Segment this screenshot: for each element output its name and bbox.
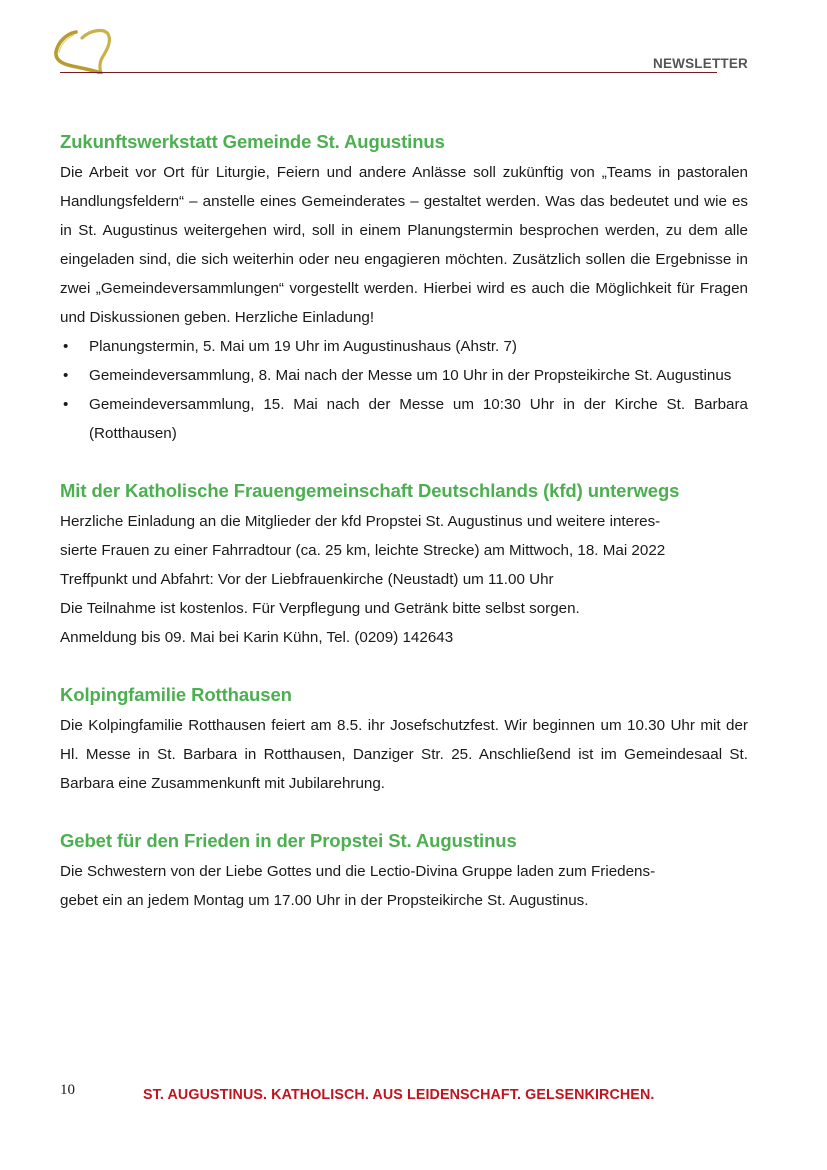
list-item: • Gemeindeversammlung, 15. Mai nach der Messe um 10:30 Uhr in der Kirche St. Barbara (Rotthausen) bbox=[60, 390, 748, 448]
header-rule bbox=[60, 72, 717, 73]
section-heading: Kolpingfamilie Rotthausen bbox=[60, 684, 292, 705]
section-heading: Gebet für den Frieden in der Propstei St. Augustinus bbox=[60, 830, 517, 851]
newsletter-label: NEWSLETTER bbox=[653, 56, 748, 71]
list-item: • Gemeindeversammlung, 8. Mai nach der Messe um 10 Uhr in der Propsteikirche St. Augustinus bbox=[60, 361, 748, 390]
section-paragraph: Die Kolpingfamilie Rotthausen feiert am 8.5. ihr Josefschutzfest. Wir beginnen um 10.30 Uhr mit der Hl. Messe in St. Barbara in Rotthausen, Danziger Str. 25. Anschließend ist im Gemeindesaal St. Barbara eine Zusammenkunft mit Jubilarehrung. bbox=[60, 717, 748, 792]
section-heading: Zukunftswerkstatt Gemeinde St. Augustinus bbox=[60, 131, 445, 152]
text-line: gebet ein an jedem Montag um 17.00 Uhr in der Propsteikirche St. Augustinus. bbox=[60, 892, 589, 909]
section-kfd bbox=[60, 477, 748, 652]
section-gebet-frieden bbox=[60, 827, 748, 915]
bullet-icon: • bbox=[63, 367, 69, 384]
section-zukunftswerkstatt bbox=[60, 128, 748, 448]
text-line: sierte Frauen zu einer Fahrradtour (ca. 25 km, leichte Strecke) am Mittwoch, 18. Mai 2022 bbox=[60, 542, 666, 559]
page-number: 10 bbox=[60, 1082, 75, 1098]
bullet-icon: • bbox=[63, 338, 69, 355]
page-content bbox=[60, 128, 748, 944]
section-heading: Mit der Katholische Frauengemeinschaft Deutschlands (kfd) unterwegs bbox=[60, 480, 680, 501]
section-kolpingfamilie bbox=[60, 681, 748, 798]
event-list bbox=[60, 332, 748, 448]
text-line: Herzliche Einladung an die Mitglieder der kfd Propstei St. Augustinus und weitere interes- bbox=[60, 513, 661, 530]
list-item: • Planungstermin, 5. Mai um 19 Uhr im Augustinushaus (Ahstr. 7) bbox=[60, 332, 748, 361]
footer-slogan: ST. AUGUSTINUS. KATHOLISCH. AUS LEIDENSCHAFT. GELSENKIRCHEN. bbox=[143, 1087, 655, 1103]
text-line: Anmeldung bis 09. Mai bei Karin Kühn, Tel. (0209) 142643 bbox=[60, 629, 454, 646]
gold-heart-logo-icon bbox=[52, 26, 114, 74]
bullet-icon: • bbox=[63, 396, 69, 413]
text-line: Die Teilnahme ist kostenlos. Für Verpflegung und Getränk bitte selbst sorgen. bbox=[60, 600, 580, 617]
text-line: Treffpunkt und Abfahrt: Vor der Liebfrauenkirche (Neustadt) um 11.00 Uhr bbox=[60, 571, 554, 588]
text-line: Die Schwestern von der Liebe Gottes und die Lectio-Divina Gruppe laden zum Friedens- bbox=[60, 863, 656, 880]
section-paragraph: Die Arbeit vor Ort für Liturgie, Feiern und andere Anlässe soll zukünftig von „Teams in pastoralen Handlungsfeldern“ – anstelle eines Gemeinderates – gestaltet werden. Was das bedeutet und wie es in St. Augustinus weitergehen wird, soll in einem Planungstermin besprochen werden, zu dem alle eingeladen sind, die sich weiterhin oder neu engagieren möchten. Zusätzlich sollen die Ergebnisse in zwei „Gemeindeversammlungen“ vorgestellt werden. Hierbei wird es auch die Möglichkeit für Fragen und Diskussionen geben. Herzliche Einladung! bbox=[60, 164, 748, 326]
